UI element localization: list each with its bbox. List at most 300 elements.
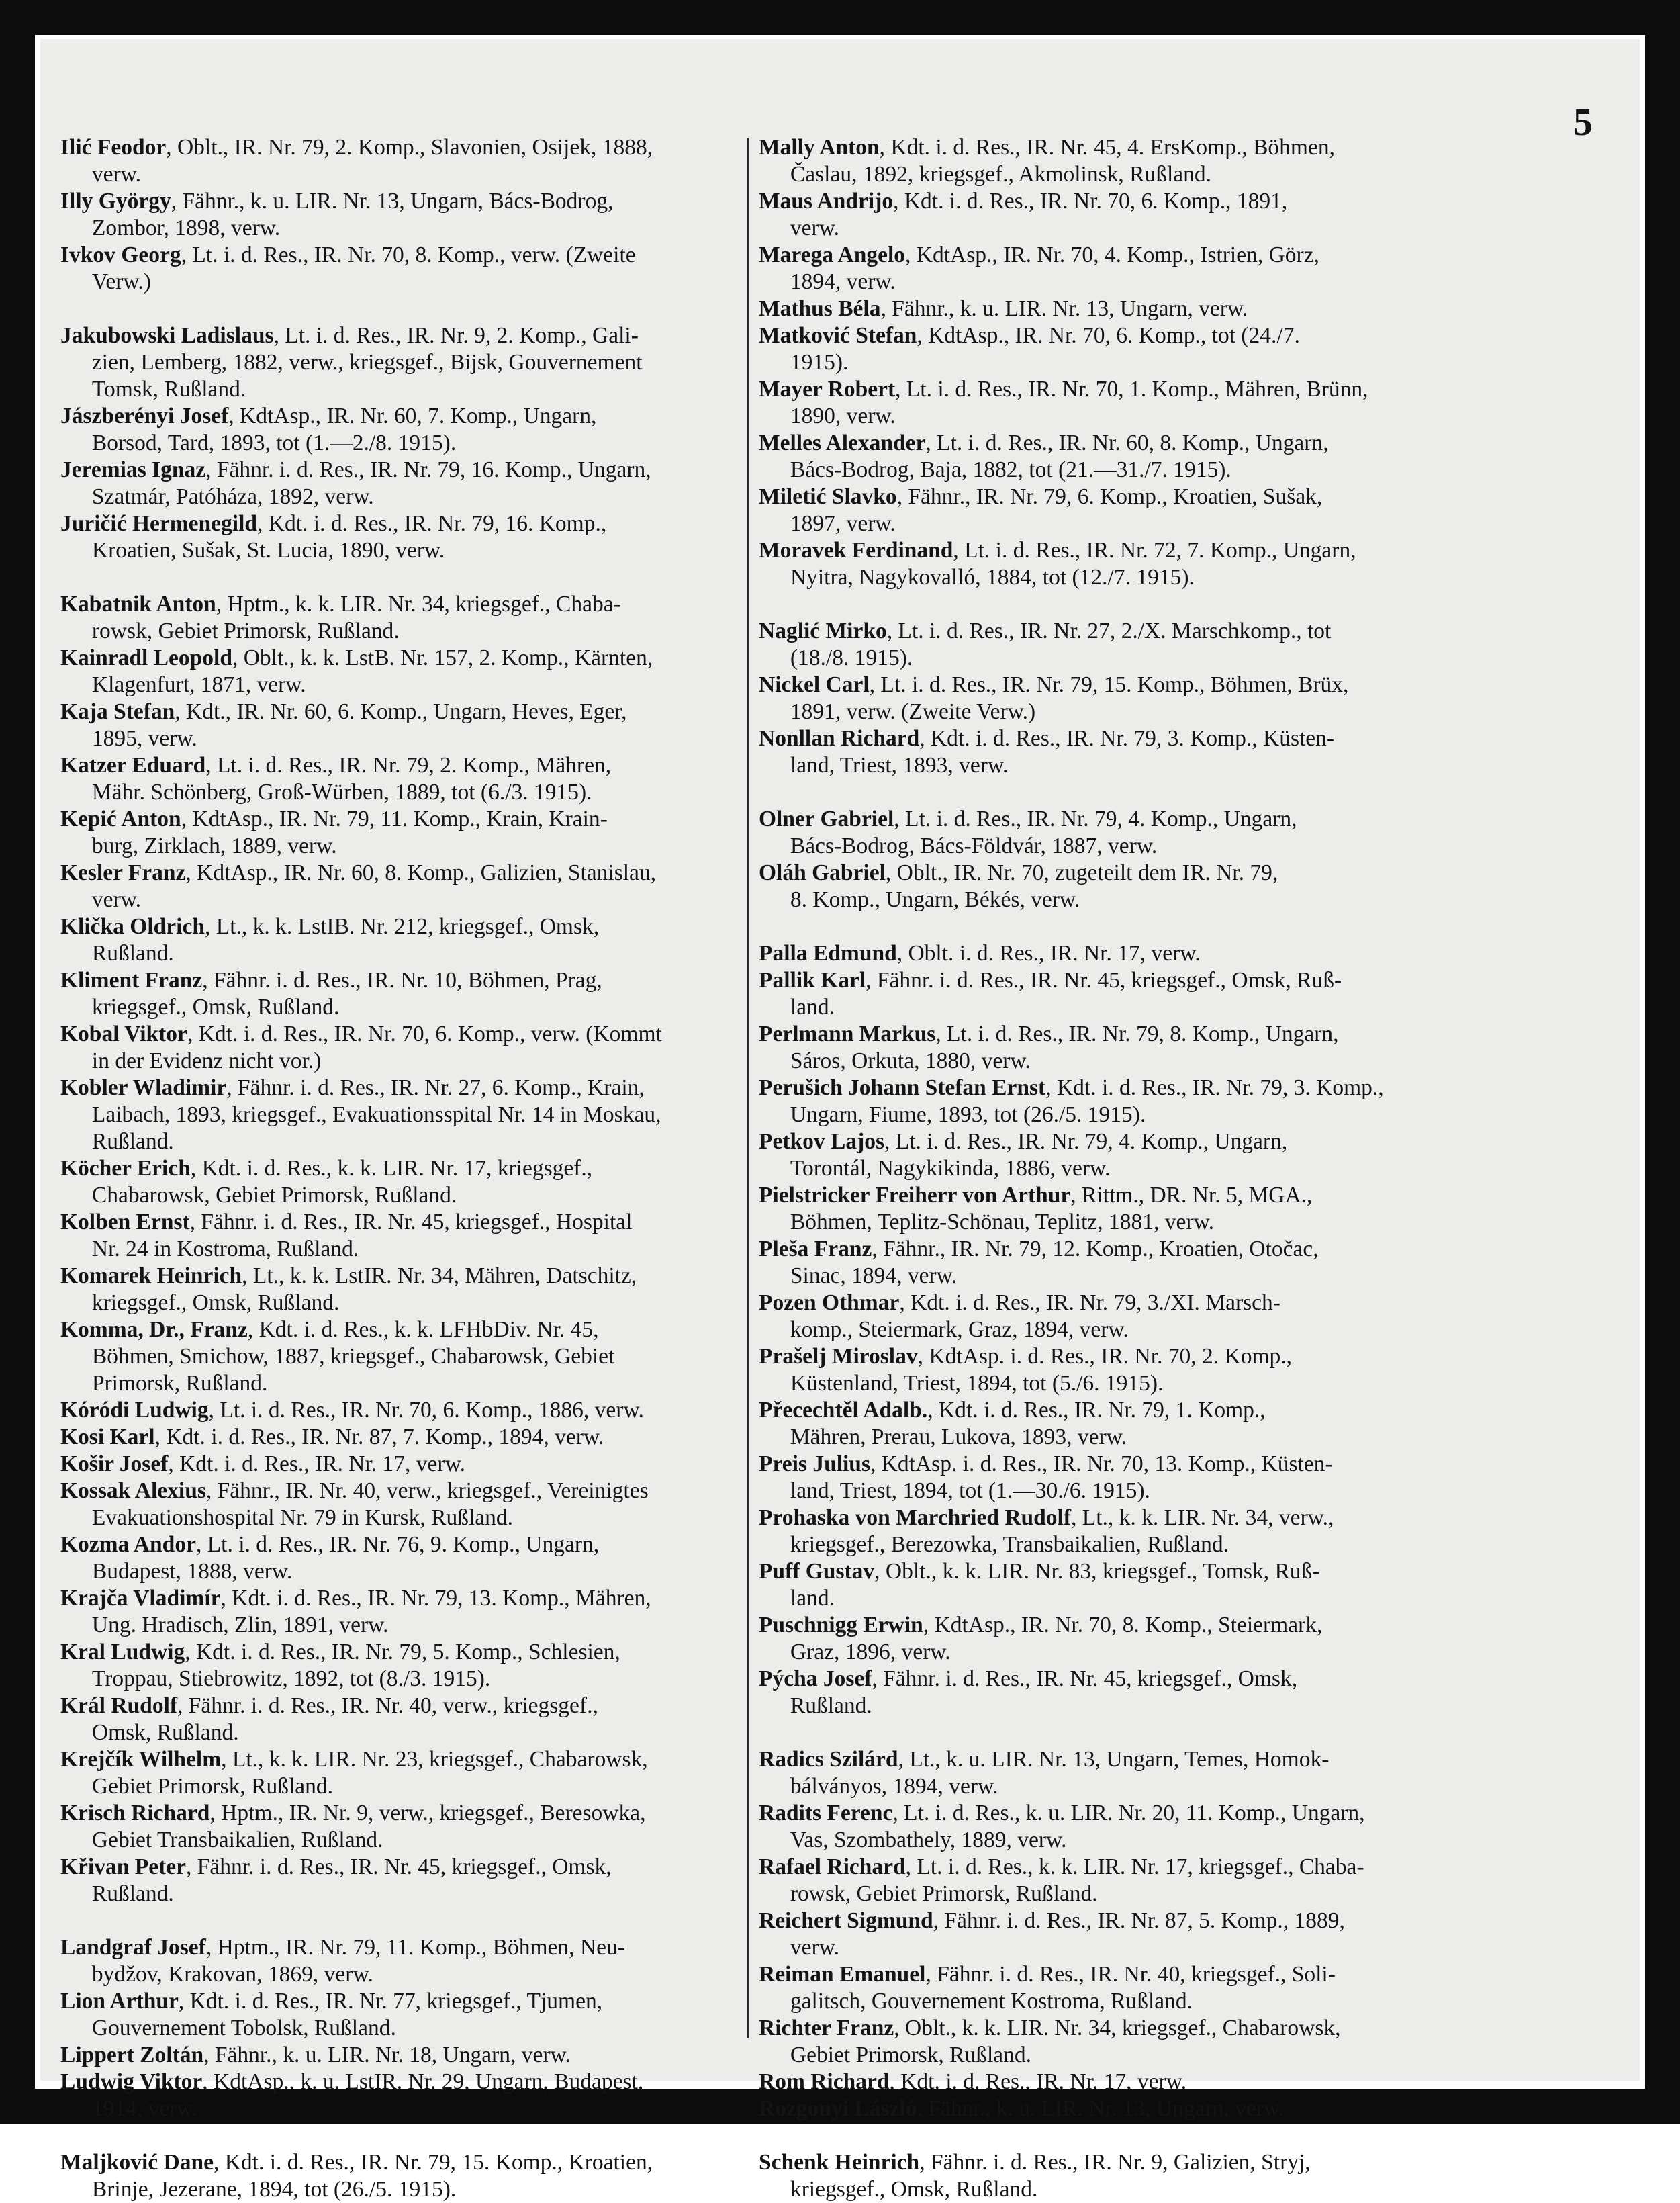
register-entry — [759, 1397, 1430, 1451]
entry-name: Radits Ferenc — [759, 1801, 893, 1826]
register-entry — [759, 618, 1430, 672]
entry-continuation-line: Budapest, 1888, verw. — [91, 1559, 293, 1584]
register-entry — [759, 430, 1430, 484]
section-gap — [759, 591, 1430, 618]
entry-continuation-line: verw. — [91, 887, 142, 912]
entry-first-line: Krisch Richard, Hptm., IR. Nr. 9, verw., kriegsgef., Beresowka, — [60, 1801, 646, 1826]
entry-first-line: Lion Arthur, Kdt. i. d. Res., IR. Nr. 77, kriegsgef., Tjumen, — [60, 1989, 603, 2014]
entry-continuation-line: Ungarn, Fiume, 1893, tot (26./5. 1915). — [790, 1102, 1146, 1127]
right-column — [759, 134, 1430, 2203]
register-entry — [60, 1988, 732, 2042]
entry-name: Jászberényi Josef — [60, 404, 229, 429]
entry-first-line: Komma, Dr., Franz, Kdt. i. d. Res., k. k. LFHbDiv. Nr. 45, — [60, 1317, 599, 1342]
register-entry — [759, 242, 1430, 296]
entry-name: Pýcha Josef — [759, 1666, 872, 1691]
entry-continuation-line: galitsch, Gouvernement Kostroma, Rußland. — [790, 1989, 1193, 2014]
entry-name: Maljković Dane — [60, 2150, 214, 2175]
entry-continuation-line: 1894, verw. — [790, 269, 896, 294]
entry-name: Kozma Andor — [60, 1532, 196, 1557]
entry-name: Prohaska von Marchried Rudolf — [759, 1505, 1072, 1530]
entry-continuation-line: Borsod, Tard, 1893, tot (1.—2./8. 1915). — [91, 431, 457, 455]
page-number: 5 — [1573, 100, 1593, 144]
register-entry — [60, 1451, 732, 1478]
entry-first-line: Palla Edmund, Oblt. i. d. Res., IR. Nr. 17, verw. — [759, 941, 1201, 966]
register-entry — [60, 322, 732, 403]
register-entry — [759, 188, 1430, 242]
entry-first-line: Nickel Carl, Lt. i. d. Res., IR. Nr. 79, 15. Komp., Böhmen, Brüx, — [759, 672, 1349, 697]
entry-continuation-line: Verw.) — [91, 269, 151, 294]
register-entry — [60, 1209, 732, 1263]
entry-continuation-line: 1897, verw. — [790, 511, 896, 536]
entry-name: Kainradl Leopold — [60, 645, 232, 670]
entry-first-line: Krejčík Wilhelm, Lt., k. k. LIR. Nr. 23, kriegsgef., Chabarowsk, — [60, 1747, 648, 1772]
entry-first-line: Puschnigg Erwin, KdtAsp., IR. Nr. 70, 8. Komp., Steiermark, — [759, 1613, 1323, 1637]
section-gap — [60, 296, 732, 322]
entry-continuation-line: Rußland. — [91, 941, 174, 966]
section-gap — [759, 2122, 1430, 2149]
register-entry — [60, 1397, 732, 1424]
entry-first-line: Marega Angelo, KdtAsp., IR. Nr. 70, 4. Komp., Istrien, Görz, — [759, 242, 1319, 267]
entry-first-line: Naglić Mirko, Lt. i. d. Res., IR. Nr. 27, 2./X. Marschkomp., tot — [759, 619, 1332, 643]
entry-continuation-line: verw. — [790, 1935, 840, 1960]
entry-name: Katzer Eduard — [60, 753, 206, 778]
entry-first-line: Maljković Dane, Kdt. i. d. Res., IR. Nr. 79, 15. Komp., Kroatien, — [60, 2150, 653, 2175]
entry-first-line: Pýcha Josef, Fähnr. i. d. Res., IR. Nr. 45, kriegsgef., Omsk, — [759, 1666, 1298, 1691]
entry-continuation-line: Rußland. — [790, 1693, 872, 1718]
register-entry — [60, 1075, 732, 1155]
entry-name: Richter Franz — [759, 2016, 894, 2040]
entry-continuation-line: komp., Steiermark, Graz, 1894, verw. — [790, 1317, 1129, 1342]
entry-first-line: Illy György, Fähnr., k. u. LIR. Nr. 13, Ungarn, Bács-Bodrog, — [60, 189, 614, 214]
entry-continuation-line: rowsk, Gebiet Primorsk, Rußland. — [790, 1881, 1098, 1906]
entry-first-line: Křivan Peter, Fähnr. i. d. Res., IR. Nr. 45, kriegsgef., Omsk, — [60, 1854, 612, 1879]
entry-continuation-line: Omsk, Rußland. — [91, 1720, 239, 1745]
entry-name: Mathus Béla — [759, 296, 881, 321]
register-entry — [759, 1290, 1430, 1343]
entry-continuation-line: land. — [790, 995, 835, 1020]
entry-name: Melles Alexander — [759, 431, 926, 455]
entry-first-line: Kaja Stefan, Kdt., IR. Nr. 60, 6. Komp., Ungarn, Heves, Eger, — [60, 699, 627, 724]
entry-name: Kobal Viktor — [60, 1022, 187, 1046]
entry-first-line: Kobler Wladimir, Fähnr. i. d. Res., IR. Nr. 27, 6. Komp., Krain, — [60, 1075, 645, 1100]
entry-continuation-line: Ung. Hradisch, Zlin, 1891, verw. — [91, 1613, 389, 1637]
entry-first-line: Mally Anton, Kdt. i. d. Res., IR. Nr. 45, 4. ErsKomp., Böhmen, — [759, 135, 1335, 160]
entry-name: Kesler Franz — [60, 860, 186, 885]
entry-first-line: Maus Andrijo, Kdt. i. d. Res., IR. Nr. 70, 6. Komp., 1891, — [759, 189, 1288, 214]
entry-name: Kosi Karl — [60, 1425, 155, 1449]
entry-name: Pallik Karl — [759, 968, 866, 993]
entry-first-line: Rom Richard, Kdt. i. d. Res., IR. Nr. 17, verw. — [759, 2069, 1187, 2094]
entry-continuation-line: Nr. 24 in Kostroma, Rußland. — [91, 1237, 359, 1261]
left-column — [60, 134, 732, 2203]
entry-continuation-line: 1915). — [790, 350, 849, 375]
register-entry — [759, 1558, 1430, 1612]
entry-first-line: Pallik Karl, Fähnr. i. d. Res., IR. Nr. 45, kriegsgef., Omsk, Ruß- — [759, 968, 1342, 993]
entry-name: Köcher Erich — [60, 1156, 191, 1181]
entry-name: Král Rudolf — [60, 1693, 178, 1718]
entry-first-line: Jakubowski Ladislaus, Lt. i. d. Res., IR. Nr. 9, 2. Komp., Gali- — [60, 323, 639, 348]
entry-name: Kaja Stefan — [60, 699, 175, 724]
entry-name: Radics Szilárd — [759, 1747, 898, 1772]
entry-continuation-line: Tomsk, Rußland. — [91, 377, 246, 402]
register-entry — [60, 134, 732, 188]
entry-first-line: Kepić Anton, KdtAsp., IR. Nr. 79, 11. Komp., Krain, Krain- — [60, 807, 608, 831]
register-entry — [759, 1612, 1430, 1666]
register-entry — [759, 1504, 1430, 1558]
entry-continuation-line: Časlau, 1892, kriegsgef., Akmolinsk, Rußland. — [790, 162, 1212, 187]
entry-continuation-line: land, Triest, 1894, tot (1.—30./6. 1915). — [790, 1478, 1150, 1503]
register-entry — [759, 1182, 1430, 1236]
entry-first-line: Kozma Andor, Lt. i. d. Res., IR. Nr. 76, 9. Komp., Ungarn, — [60, 1532, 600, 1557]
register-entry — [60, 591, 732, 645]
register-entry — [759, 2096, 1430, 2122]
entry-name: Kepić Anton — [60, 807, 181, 831]
entry-name: Landgraf Josef — [60, 1935, 206, 1960]
entry-name: Miletić Slavko — [759, 484, 897, 509]
entry-name: Krajča Vladimír — [60, 1586, 221, 1611]
entry-first-line: Kesler Franz, KdtAsp., IR. Nr. 60, 8. Komp., Galizien, Stanislau, — [60, 860, 657, 885]
section-gap — [60, 1907, 732, 1934]
section-gap — [759, 779, 1430, 806]
entry-name: Pozen Othmar — [759, 1290, 900, 1315]
entry-name: Prašelj Miroslav — [759, 1344, 918, 1369]
entry-name: Pleša Franz — [759, 1237, 872, 1261]
register-entry — [759, 860, 1430, 913]
entry-name: Reiman Emanuel — [759, 1962, 926, 1987]
entry-name: Preis Julius — [759, 1451, 870, 1476]
entry-name: Puff Gustav — [759, 1559, 875, 1584]
entry-continuation-line: Laibach, 1893, kriegsgef., Evakuationsspital Nr. 14 in Moskau, — [91, 1102, 661, 1127]
entry-name: Komarek Heinrich — [60, 1263, 242, 1288]
entry-continuation-line: Bács-Bodrog, Baja, 1882, tot (21.—31./7. 1915). — [790, 457, 1231, 482]
entry-name: Palla Edmund — [759, 941, 897, 966]
register-entry — [60, 2042, 732, 2069]
section-gap — [60, 564, 732, 591]
entry-first-line: Juričić Hermenegild, Kdt. i. d. Res., IR. Nr. 79, 16. Komp., — [60, 511, 607, 536]
entry-continuation-line: verw. — [790, 216, 840, 240]
register-entry — [60, 2149, 732, 2203]
entry-name: Perušich Johann Stefan Ernst — [759, 1075, 1046, 1100]
register-entry — [759, 967, 1430, 1021]
entry-first-line: Rozgonyi László, Fähnr., k. u. LIR. Nr. 13, Ungarn, verw. — [759, 2096, 1285, 2121]
register-entry — [759, 322, 1430, 376]
entry-continuation-line: land, Triest, 1893, verw. — [790, 753, 1009, 778]
register-entry — [759, 1075, 1430, 1128]
entry-name: Kóródi Ludwig — [60, 1398, 209, 1423]
entry-first-line: Mayer Robert, Lt. i. d. Res., IR. Nr. 70, 1. Komp., Mähren, Brünn, — [759, 377, 1368, 402]
entry-name: Kliment Franz — [60, 968, 203, 993]
entry-continuation-line: Mähr. Schönberg, Groß-Würben, 1889, tot (6./3. 1915). — [91, 780, 592, 805]
register-entry — [759, 296, 1430, 322]
entry-continuation-line: 1914, verw. — [91, 2096, 197, 2121]
entry-continuation-line: Sinac, 1894, verw. — [790, 1263, 957, 1288]
entry-name: Komma, Dr., Franz — [60, 1317, 248, 1342]
entry-first-line: Pleša Franz, Fähnr., IR. Nr. 79, 12. Komp., Kroatien, Otočac, — [759, 1237, 1319, 1261]
register-entry — [60, 457, 732, 510]
entry-first-line: Olner Gabriel, Lt. i. d. Res., IR. Nr. 79, 4. Komp., Ungarn, — [759, 807, 1297, 831]
entry-continuation-line: Rußland. — [91, 1881, 174, 1906]
entry-continuation-line: Evakuationshospital Nr. 79 in Kursk, Rußland. — [91, 1505, 514, 1530]
entry-continuation-line: Küstenland, Triest, 1894, tot (5./6. 1915). — [790, 1371, 1164, 1396]
entry-continuation-line: bálványos, 1894, verw. — [790, 1774, 998, 1799]
entry-continuation-line: Sáros, Orkuta, 1880, verw. — [790, 1048, 1031, 1073]
register-entry — [60, 645, 732, 699]
register-entry — [60, 806, 732, 860]
register-entry — [60, 699, 732, 752]
register-entry — [759, 672, 1430, 725]
entry-name: Přecechtěl Adalb. — [759, 1398, 928, 1423]
entry-name: Schenk Heinrich — [759, 2150, 920, 2175]
entry-first-line: Richter Franz, Oblt., k. k. LIR. Nr. 34, kriegsgef., Chabarowsk, — [759, 2016, 1341, 2040]
entry-name: Maus Andrijo — [759, 189, 894, 214]
entry-first-line: Kosi Karl, Kdt. i. d. Res., IR. Nr. 87, 7. Komp., 1894, verw. — [60, 1425, 604, 1449]
register-entry — [60, 1585, 732, 1639]
entry-first-line: Kobal Viktor, Kdt. i. d. Res., IR. Nr. 70, 6. Komp., verw. (Kommt — [60, 1022, 662, 1046]
register-entry — [60, 2069, 732, 2122]
entry-continuation-line: verw. — [91, 162, 142, 187]
register-entry — [60, 1021, 732, 1075]
entry-continuation-line: Gebiet Transbaikalien, Rußland. — [91, 1828, 383, 1852]
entry-first-line: Košir Josef, Kdt. i. d. Res., IR. Nr. 17, verw. — [60, 1451, 465, 1476]
entry-first-line: Jeremias Ignaz, Fähnr. i. d. Res., IR. Nr. 79, 16. Komp., Ungarn, — [60, 457, 651, 482]
register-entry — [60, 1531, 732, 1585]
entry-name: Ivkov Georg — [60, 242, 181, 267]
entry-continuation-line: Gouvernement Tobolsk, Rußland. — [91, 2016, 396, 2040]
entry-first-line: Preis Julius, KdtAsp. i. d. Res., IR. Nr. 70, 13. Komp., Küsten- — [759, 1451, 1333, 1476]
entry-continuation-line: Bács-Bodrog, Bács-Földvár, 1887, verw. — [790, 834, 1158, 858]
entry-first-line: Prohaska von Marchried Rudolf, Lt., k. k. LIR. Nr. 34, verw., — [759, 1505, 1334, 1530]
entry-continuation-line: Chabarowsk, Gebiet Primorsk, Rußland. — [91, 1183, 457, 1208]
entry-continuation-line: Böhmen, Teplitz-Schönau, Teplitz, 1881, verw. — [790, 1210, 1214, 1234]
entry-continuation-line: Zombor, 1898, verw. — [91, 216, 281, 240]
entry-name: Kral Ludwig — [60, 1639, 185, 1664]
entry-first-line: Klička Oldrich, Lt., k. k. LstIB. Nr. 212, kriegsgef., Omsk, — [60, 914, 600, 939]
entry-first-line: Puff Gustav, Oblt., k. k. LIR. Nr. 83, kriegsgef., Tomsk, Ruß- — [759, 1559, 1320, 1584]
entry-first-line: Melles Alexander, Lt. i. d. Res., IR. Nr. 60, 8. Komp., Ungarn, — [759, 431, 1329, 455]
entry-continuation-line: (18./8. 1915). — [790, 645, 913, 670]
entry-name: Lippert Zoltán — [60, 2042, 204, 2067]
register-entry — [759, 1451, 1430, 1504]
entry-name: Kolben Ernst — [60, 1210, 190, 1234]
register-entry — [60, 1263, 732, 1316]
register-entry — [759, 1800, 1430, 1854]
entry-name: Kabatnik Anton — [60, 592, 216, 617]
entry-first-line: Kliment Franz, Fähnr. i. d. Res., IR. Nr. 10, Böhmen, Prag, — [60, 968, 602, 993]
entry-name: Perlmann Markus — [759, 1022, 936, 1046]
entry-continuation-line: Vas, Szombathely, 1889, verw. — [790, 1828, 1067, 1852]
entry-first-line: Pozen Othmar, Kdt. i. d. Res., IR. Nr. 79, 3./XI. Marsch- — [759, 1290, 1280, 1315]
register-entry — [759, 2015, 1430, 2069]
entry-continuation-line: 8. Komp., Ungarn, Békés, verw. — [790, 887, 1080, 912]
entry-first-line: Prašelj Miroslav, KdtAsp. i. d. Res., IR. Nr. 70, 2. Komp., — [759, 1344, 1293, 1369]
entry-first-line: Lippert Zoltán, Fähnr., k. u. LIR. Nr. 18, Ungarn, verw. — [60, 2042, 571, 2067]
entry-first-line: Reiman Emanuel, Fähnr. i. d. Res., IR. Nr. 40, kriegsgef., Soli- — [759, 1962, 1336, 1987]
entry-first-line: Landgraf Josef, Hptm., IR. Nr. 79, 11. Komp., Böhmen, Neu- — [60, 1935, 625, 1960]
register-entry — [60, 1424, 732, 1451]
register-entry — [60, 403, 732, 457]
entry-continuation-line: Mähren, Prerau, Lukova, 1893, verw. — [790, 1425, 1127, 1449]
entry-name: Lion Arthur — [60, 1989, 179, 2014]
entry-name: Mayer Robert — [759, 377, 896, 402]
entry-name: Ilić Feodor — [60, 135, 167, 160]
register-entry — [759, 484, 1430, 537]
entry-first-line: Ivkov Georg, Lt. i. d. Res., IR. Nr. 70, 8. Komp., verw. (Zweite — [60, 242, 636, 267]
entry-continuation-line: 1891, verw. (Zweite Verw.) — [790, 699, 1036, 724]
entry-first-line: Perlmann Markus, Lt. i. d. Res., IR. Nr. 79, 8. Komp., Ungarn, — [759, 1022, 1339, 1046]
register-entry — [60, 1478, 732, 1531]
column-divider — [747, 138, 749, 2038]
entry-continuation-line: Torontál, Nagykikinda, 1886, verw. — [790, 1156, 1111, 1181]
entry-name: Olner Gabriel — [759, 807, 894, 831]
register-entry — [759, 1236, 1430, 1290]
entry-first-line: Komarek Heinrich, Lt., k. k. LstIR. Nr. 34, Mähren, Datschitz, — [60, 1263, 637, 1288]
entry-first-line: Mathus Béla, Fähnr., k. u. LIR. Nr. 13, Ungarn, verw. — [759, 296, 1248, 321]
entry-name: Pielstricker Freiherr von Arthur — [759, 1183, 1071, 1208]
entry-name: Matković Stefan — [759, 323, 917, 348]
entry-continuation-line: Szatmár, Patóháza, 1892, verw. — [91, 484, 374, 509]
entry-continuation-line: kriegsgef., Berezowka, Transbaikalien, Rußland. — [790, 1532, 1229, 1557]
entry-name: Nonllan Richard — [759, 726, 920, 751]
entry-continuation-line: zien, Lemberg, 1882, verw., kriegsgef., Bijsk, Gouvernement — [91, 350, 643, 375]
entry-first-line: Kossak Alexius, Fähnr., IR. Nr. 40, verw., kriegsgef., Vereinigtes — [60, 1478, 649, 1503]
entry-first-line: Radits Ferenc, Lt. i. d. Res., k. u. LIR. Nr. 20, 11. Komp., Ungarn, — [759, 1801, 1365, 1826]
entry-name: Krisch Richard — [60, 1801, 210, 1826]
entry-name: Křivan Peter — [60, 1854, 186, 1879]
entry-continuation-line: 1895, verw. — [91, 726, 197, 751]
entry-first-line: Král Rudolf, Fähnr. i. d. Res., IR. Nr. 40, verw., kriegsgef., — [60, 1693, 598, 1718]
entry-continuation-line: Böhmen, Smichow, 1887, kriegsgef., Chabarowsk, Gebiet — [91, 1344, 615, 1369]
entry-first-line: Kabatnik Anton, Hptm., k. k. LIR. Nr. 34, kriegsgef., Chaba- — [60, 592, 621, 617]
entry-name: Puschnigg Erwin — [759, 1613, 923, 1637]
register-entry — [60, 1854, 732, 1907]
entry-continuation-line: Nyitra, Nagykovalló, 1884, tot (12./7. 1915). — [790, 565, 1195, 590]
register-entry — [60, 1934, 732, 1988]
register-entry — [60, 1746, 732, 1800]
entry-first-line: Ludwig Viktor, KdtAsp., k. u. LstIR. Nr. 29, Ungarn, Budapest, — [60, 2069, 644, 2094]
entry-name: Petkov Lajos — [759, 1129, 885, 1154]
register-entry — [759, 806, 1430, 860]
entry-continuation-line: in der Evidenz nicht vor.) — [91, 1048, 322, 1073]
entry-continuation-line: Rußland. — [91, 1129, 174, 1154]
entry-first-line: Kainradl Leopold, Oblt., k. k. LstB. Nr. 157, 2. Komp., Kärnten, — [60, 645, 653, 670]
register-entry — [759, 2069, 1430, 2096]
entry-name: Košir Josef — [60, 1451, 169, 1476]
register-entry — [759, 2149, 1430, 2203]
section-gap — [759, 1719, 1430, 1746]
register-entry — [60, 1155, 732, 1209]
entry-name: Kossak Alexius — [60, 1478, 206, 1503]
register-entry — [60, 510, 732, 564]
entry-continuation-line: Klagenfurt, 1871, verw. — [91, 672, 306, 697]
register-entry — [759, 376, 1430, 430]
entry-continuation-line: Kroatien, Sušak, St. Lucia, 1890, verw. — [91, 538, 445, 563]
register-entry — [759, 1907, 1430, 1961]
entry-name: Mally Anton — [759, 135, 880, 160]
section-gap — [60, 2122, 732, 2149]
register-entry — [759, 1666, 1430, 1719]
entry-name: Ludwig Viktor — [60, 2069, 203, 2094]
section-gap — [759, 913, 1430, 940]
entry-continuation-line: kriegsgef., Omsk, Rußland. — [91, 1290, 340, 1315]
register-entry — [60, 1693, 732, 1746]
entry-name: Naglić Mirko — [759, 619, 887, 643]
entry-first-line: Moravek Ferdinand, Lt. i. d. Res., IR. Nr. 72, 7. Komp., Ungarn, — [759, 538, 1356, 563]
register-entry — [759, 134, 1430, 188]
entry-first-line: Jászberényi Josef, KdtAsp., IR. Nr. 60, 7. Komp., Ungarn, — [60, 404, 597, 429]
entry-name: Klička Oldrich — [60, 914, 205, 939]
entry-first-line: Matković Stefan, KdtAsp., IR. Nr. 70, 6. Komp., tot (24./7. — [759, 323, 1300, 348]
entry-continuation-line: burg, Zirklach, 1889, verw. — [91, 834, 337, 858]
entry-first-line: Nonllan Richard, Kdt. i. d. Res., IR. Nr. 79, 3. Komp., Küsten- — [759, 726, 1335, 751]
register-entry — [60, 967, 732, 1021]
entry-continuation-line: rowsk, Gebiet Primorsk, Rußland. — [91, 619, 400, 643]
entry-first-line: Schenk Heinrich, Fähnr. i. d. Res., IR. Nr. 9, Galizien, Stryj, — [759, 2150, 1311, 2175]
entry-name: Jeremias Ignaz — [60, 457, 206, 482]
entry-first-line: Ilić Feodor, Oblt., IR. Nr. 79, 2. Komp., Slavonien, Osijek, 1888, — [60, 135, 653, 160]
entry-first-line: Radics Szilárd, Lt., k. u. LIR. Nr. 13, Ungarn, Temes, Homok- — [759, 1747, 1329, 1772]
register-entry — [60, 752, 732, 806]
entry-first-line: Kolben Ernst, Fähnr. i. d. Res., IR. Nr. 45, kriegsgef., Hospital — [60, 1210, 633, 1234]
entry-continuation-line: Troppau, Stiebrowitz, 1892, tot (8./3. 1915). — [91, 1666, 491, 1691]
entry-name: Krejčík Wilhelm — [60, 1747, 222, 1772]
register-entry — [60, 860, 732, 913]
register-entry — [60, 188, 732, 242]
register-entry — [759, 940, 1430, 967]
entry-name: Nickel Carl — [759, 672, 870, 697]
entry-name: Rom Richard — [759, 2069, 890, 2094]
entry-first-line: Reichert Sigmund, Fähnr. i. d. Res., IR. Nr. 87, 5. Komp., 1889, — [759, 1908, 1345, 1933]
register-entry — [60, 1316, 732, 1397]
entry-continuation-line: Gebiet Primorsk, Rußland. — [790, 2042, 1032, 2067]
entry-name: Jakubowski Ladislaus — [60, 323, 274, 348]
entry-continuation-line: bydžov, Krakovan, 1869, verw. — [91, 1962, 373, 1987]
register-entry — [759, 1021, 1430, 1075]
entry-name: Illy György — [60, 189, 171, 214]
entry-continuation-line: Graz, 1896, verw. — [790, 1639, 951, 1664]
register-entry — [759, 1961, 1430, 2015]
entry-continuation-line: kriegsgef., Omsk, Rußland. — [790, 2177, 1038, 2202]
entry-continuation-line: Brinje, Jezerane, 1894, tot (26./5. 1915). — [91, 2177, 457, 2202]
entry-first-line: Kral Ludwig, Kdt. i. d. Res., IR. Nr. 79, 5. Komp., Schlesien, — [60, 1639, 620, 1664]
register-entry — [759, 1128, 1430, 1182]
entry-first-line: Köcher Erich, Kdt. i. d. Res., k. k. LIR. Nr. 17, kriegsgef., — [60, 1156, 593, 1181]
entry-first-line: Rafael Richard, Lt. i. d. Res., k. k. LIR. Nr. 17, kriegsgef., Chaba- — [759, 1854, 1364, 1879]
entry-name: Marega Angelo — [759, 242, 906, 267]
entry-first-line: Krajča Vladimír, Kdt. i. d. Res., IR. Nr. 79, 13. Komp., Mähren, — [60, 1586, 651, 1611]
entry-first-line: Perušich Johann Stefan Ernst, Kdt. i. d. Res., IR. Nr. 79, 3. Komp., — [759, 1075, 1384, 1100]
entry-continuation-line: kriegsgef., Omsk, Rußland. — [91, 995, 340, 1020]
register-entry — [759, 1343, 1430, 1397]
entry-name: Oláh Gabriel — [759, 860, 886, 885]
register-entry — [60, 1639, 732, 1693]
entry-continuation-line: Primorsk, Rußland. — [91, 1371, 268, 1396]
entry-name: Rafael Richard — [759, 1854, 906, 1879]
register-entry — [60, 1800, 732, 1854]
entry-name: Kobler Wladimir — [60, 1075, 227, 1100]
register-entry — [759, 1854, 1430, 1907]
entry-continuation-line: land. — [790, 1586, 835, 1611]
register-entry — [759, 1746, 1430, 1800]
entry-first-line: Miletić Slavko, Fähnr., IR. Nr. 79, 6. Komp., Kroatien, Sušak, — [759, 484, 1323, 509]
entry-name: Moravek Ferdinand — [759, 538, 953, 563]
entry-first-line: Oláh Gabriel, Oblt., IR. Nr. 70, zugeteilt dem IR. Nr. 79, — [759, 860, 1278, 885]
entry-first-line: Katzer Eduard, Lt. i. d. Res., IR. Nr. 79, 2. Komp., Mähren, — [60, 753, 612, 778]
entry-first-line: Kóródi Ludwig, Lt. i. d. Res., IR. Nr. 70, 6. Komp., 1886, verw. — [60, 1398, 644, 1423]
register-entry — [60, 913, 732, 967]
entry-continuation-line: Gebiet Primorsk, Rußland. — [91, 1774, 334, 1799]
entry-first-line: Petkov Lajos, Lt. i. d. Res., IR. Nr. 79, 4. Komp., Ungarn, — [759, 1129, 1288, 1154]
entry-name: Rozgonyi László — [759, 2096, 917, 2121]
